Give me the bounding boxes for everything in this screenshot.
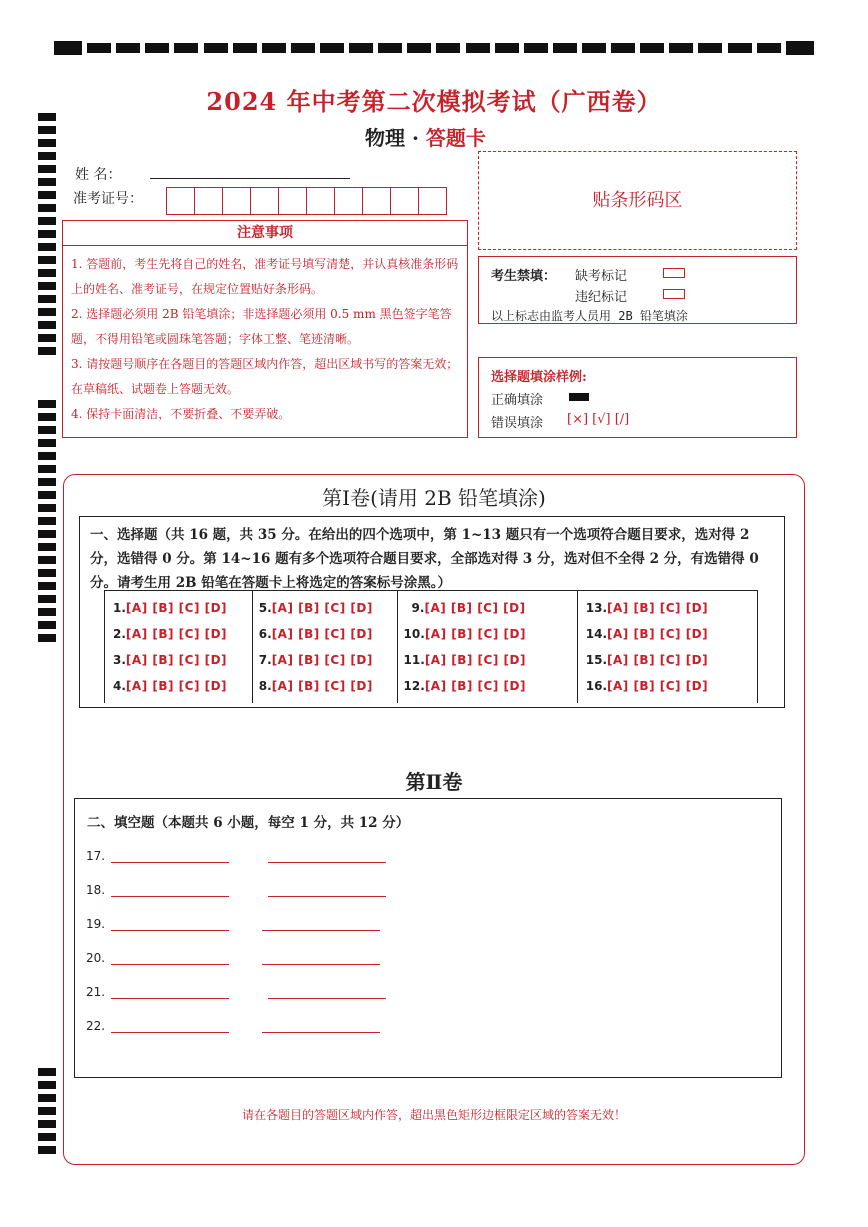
- note-item: 1. 答题前，考生先将自己的姓名，准考证号填写清楚，并认真核准条形码上的姓名、准考证号，在规定位置贴好条形码。: [71, 257, 459, 296]
- fill-question-number: 18.: [86, 883, 106, 897]
- answer-blank[interactable]: [262, 964, 380, 965]
- question-row[interactable]: 3.[A] [B] [C] [D]: [113, 653, 228, 667]
- name-field[interactable]: [150, 178, 350, 179]
- violation-label: 违纪标记: [575, 290, 628, 305]
- choice-column: [398, 591, 578, 703]
- fill-sample-box: [478, 357, 797, 438]
- correct-fill-sample: [569, 393, 589, 401]
- note-item: 3. 请按题号顺序在各题目的答题区域内作答，超出区域书写的答案无效；在草稿纸、试题卷上答题无效。: [71, 357, 459, 396]
- question-row[interactable]: 12.[A] [B] [C] [D]: [403, 679, 526, 693]
- part2-instructions: 二、填空题（本题共 6 小题，每空 1 分，共 12 分）: [87, 815, 410, 831]
- fill-question-number: 19.: [86, 917, 106, 931]
- question-row[interactable]: 15.[A] [B] [C] [D]: [585, 653, 709, 667]
- choice-column: [253, 591, 398, 703]
- question-row[interactable]: 8.[A] [B] [C] [D]: [258, 679, 373, 693]
- top-timing-marks: [54, 41, 814, 55]
- forbidden-label: 考生禁填：: [491, 269, 557, 284]
- correct-fill-label: 正确填涂: [491, 393, 544, 408]
- exam-title: 2024 年中考第二次模拟考试（广西卷）: [206, 87, 662, 116]
- answer-blank[interactable]: [111, 862, 229, 863]
- absent-mark[interactable]: [663, 268, 685, 278]
- question-row[interactable]: 11.[A] [B] [C] [D]: [403, 653, 526, 667]
- part2-title: 第Ⅱ卷: [405, 770, 463, 794]
- note-item: 4. 保持卡面清洁，不要折叠、不要弄破。: [71, 407, 291, 421]
- id-label: 准考证号：: [73, 191, 143, 207]
- part1-title: 第Ⅰ卷(请用 2B 铅笔填涂): [322, 486, 546, 510]
- part2-box: [74, 798, 782, 1078]
- part1-instructions: 一、选择题（共 16 题，共 35 分。在给出的四个选项中，第 1~13 题只有一个选项符合题目要求，选对得 2 分，选错得 0 分。第 14~16 题有多个选项符合题目要求，全部选对得 3 分，选对但不全得 2 分，有选错得 0 分。请考生用 2B 铅笔在答题卡上将选定的答案标号涂黑。）: [90, 527, 759, 591]
- answer-blank[interactable]: [111, 998, 229, 999]
- fill-question-number: 17.: [86, 849, 106, 863]
- examinee-forbidden-box: [478, 256, 797, 324]
- footer-warning: 请在各题目的答题区域内作答，超出黑色矩形边框限定区域的答案无效！: [241, 1108, 626, 1122]
- fill-question-number: 21.: [86, 985, 106, 999]
- violation-mark[interactable]: [663, 289, 685, 299]
- barcode-area: 贴条形码区: [478, 151, 797, 250]
- answer-blank[interactable]: [268, 998, 386, 999]
- choice-column: [578, 591, 757, 703]
- question-row[interactable]: 10.[A] [B] [C] [D]: [403, 627, 526, 641]
- answer-blank[interactable]: [111, 964, 229, 965]
- name-label: 姓 名：: [75, 167, 122, 183]
- question-row[interactable]: 7.[A] [B] [C] [D]: [258, 653, 373, 667]
- question-row[interactable]: 1.[A] [B] [C] [D]: [113, 601, 228, 615]
- answer-blank[interactable]: [262, 1032, 380, 1033]
- fill-question-number: 22.: [86, 1019, 106, 1033]
- choice-column: [105, 591, 253, 703]
- question-row[interactable]: 14.[A] [B] [C] [D]: [585, 627, 709, 641]
- forbidden-note: 以上标志由监考人员用 2B 铅笔填涂: [491, 309, 688, 323]
- fill-question-number: 20.: [86, 951, 106, 965]
- wrong-fill-samples: [×] [√] [/]: [567, 412, 630, 427]
- answer-blank[interactable]: [111, 896, 229, 897]
- question-row[interactable]: 13.[A] [B] [C] [D]: [585, 601, 709, 615]
- notes-box: [62, 220, 468, 438]
- question-row[interactable]: 16.[A] [B] [C] [D]: [585, 679, 709, 693]
- question-row[interactable]: 2.[A] [B] [C] [D]: [113, 627, 228, 641]
- card-subtitle: 物理 · 答题卡: [365, 126, 486, 150]
- answer-blank[interactable]: [268, 896, 386, 897]
- left-timing-marks-2: [38, 400, 56, 647]
- answer-blank[interactable]: [111, 1032, 229, 1033]
- notes-list: [63, 246, 467, 427]
- question-row[interactable]: 9.[A] [B] [C] [D]: [411, 601, 526, 615]
- question-row[interactable]: 4.[A] [B] [C] [D]: [113, 679, 228, 693]
- notes-title: 注意事项: [63, 221, 467, 246]
- answer-blank[interactable]: [262, 930, 380, 931]
- id-number-boxes[interactable]: [166, 187, 446, 215]
- question-row[interactable]: 6.[A] [B] [C] [D]: [258, 627, 373, 641]
- answer-blank[interactable]: [268, 862, 386, 863]
- left-timing-marks-1: [38, 113, 56, 360]
- choice-grid: [104, 590, 758, 703]
- question-row[interactable]: 5.[A] [B] [C] [D]: [258, 601, 373, 615]
- sample-title: 选择题填涂样例:: [491, 370, 587, 385]
- absent-label: 缺考标记: [575, 269, 628, 284]
- answer-blank[interactable]: [111, 930, 229, 931]
- wrong-fill-label: 错误填涂: [491, 416, 544, 431]
- note-item: 2. 选择题必须用 2B 铅笔填涂；非选择题必须用 0.5 mm 黑色签字笔答题，不得用铅笔或圆珠笔答题；字体工整、笔迹清晰。: [71, 307, 452, 346]
